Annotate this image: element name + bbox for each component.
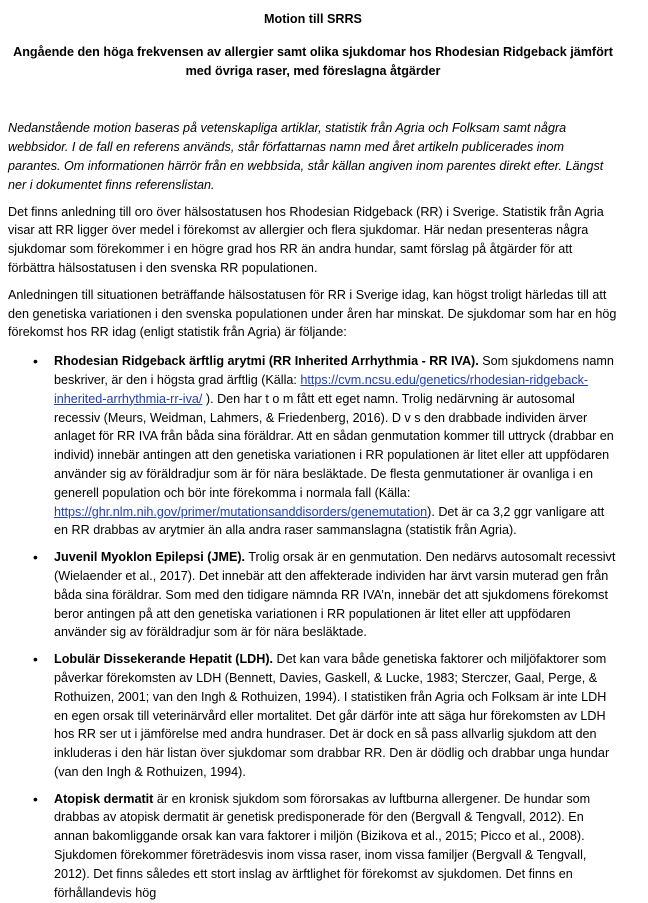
source-link-ghr[interactable]: https://ghr.nlm.nih.gov/primer/mutationsanddisorders/genemutation xyxy=(54,504,428,519)
item-heading: Atopisk dermatit xyxy=(54,791,154,806)
item-text: Det kan vara både genetiska faktorer och miljöfaktorer som påverkar förekomsten av LDH (Bennett, Davies, Gaskell, & Lucke, 1983; Sterczer, Gaal, Perge, & Rothuizen, 2001; van den Ingh & Rothuizen, 1994). I statistiken från Agria och Folksam är inte LDH en egen orsak till veterinärvård eller mortalitet. Det går därför inte att säga hur förekomsten av LDH hos RR ser ut i jämförelse med andra hundraser. Det är dock en så pass allvarlig sjukdom att den inkluderas i den här listan över sjukdomar som drabbar RR. Den är dödlig och drabbar unga hundar (van den Ingh & Rothuizen, 1994). xyxy=(54,652,610,779)
body-paragraph-2: Anledningen till situationen beträffande hälsostatusen för RR i Sverige idag, kan högst troligt härledas till att den genetiska variationen i den svenska populationen under åren har minskat. De sjukdomar som har en hög förekomst hos RR idag (enligt statistik från Agria) är följande: xyxy=(8,287,617,340)
item-heading: Rhodesian Ridgeback ärftlig arytmi (RR Inherited Arrhythmia - RR IVA). xyxy=(54,354,479,369)
document-title: Motion till SRRS xyxy=(264,12,362,26)
source-link-cvm[interactable]: https://cvm.ncsu.edu/genetics/rhodesian-ridgeback-inherited-arrhythmia-rr-iva/ xyxy=(54,372,589,406)
body-paragraph-1: Det finns anledning till oro över hälsostatusen hos Rhodesian Ridgeback (RR) i Sverige. Statistik från Agria visar att RR ligger över medel i förekomst av allergier och flera sjukdomar. Här nedan presenteras några sjukdomar som förekommer i en högre grad hos RR än andra hundar, samt förslag på åtgärder för att förbättra hälsostatusen i den svenska RR populationen. xyxy=(8,204,604,275)
item-heading: Juvenil Myoklon Epilepsi (JME). xyxy=(54,550,246,565)
bullet-icon: • xyxy=(33,353,38,370)
item-text: ). Den har t o m fått ett eget namn. Trolig nedärvning är autosomal recessiv (Meurs, Weidman, Lahmers, & Friedenberg, 2016). D v s den drabbade individen ärver anlaget för RR IVA från båda sina föräldrar. Att en sådan genmutation kommer till uttryck (drabbar en individ) innebär antingen att den genetiska variationen i RR populationen är litet eller att uppfödaren använder sig av föräldradjur som är för nära besläktade. De flesta genmutationer är ovanliga i en generell population och bör inte förekomma i normala fall (Källa: xyxy=(54,391,614,500)
list-item-atopic-dermatitis xyxy=(33,790,618,903)
bullet-icon: • xyxy=(33,549,38,566)
list-item-ldh xyxy=(33,650,618,782)
bullet-icon: • xyxy=(33,790,38,807)
item-text: ). Det är ca 3,2 ggr vanligare att en RR drabbas av arytmier än alla andra raser sammanslagna (statistik från Agria). xyxy=(54,504,605,538)
intro-paragraph: Nedanstående motion baseras på vetenskapliga artiklar, statistik från Agria och Folksam samt några webbsidor. I de fall en referens används, står författarnas namn med året artikeln publicerades inom parantes. Om informationen härrör från en webbsida, står källan angiven inom parentes direkt efter. Längst ner i dokumentet finns referenslistan. xyxy=(8,121,604,192)
item-text: är en kronisk sjukdom som förorsakas av luftburna allergener. De hundar som drabbas av atopisk dermatit är genetisk predisponerade för den (Bergvall & Tengvall, 2012). En annan bakomliggande orsak kan vara faktorer i miljön (Bizikova et al., 2015; Picco et al., 2008). Sjukdomen förekommer företrädesvis inom vissa raser, inom vissa familjer (Bergvall & Tengvall, 2012). Det finns således ett stort inslag av ärftlighet för förekomst av sjukdomen. Det finns en förhållandevis hög xyxy=(54,791,591,900)
item-text: Som sjukdomens namn beskriver, är den i högsta grad ärftlig (Källa: xyxy=(54,354,614,387)
disease-list xyxy=(8,352,618,902)
list-item-rr-iva xyxy=(33,352,618,540)
item-heading: Lobulär Dissekerande Hepatit (LDH). xyxy=(54,652,274,667)
item-text: Trolig orsak är en genmutation. Den nedärvs autosomalt recessivt (Wielaender et al., 2017). Det innebär att den affekterade individen har ärvt varsin muterad gen från båda sina föräldrar. Som med den tidigare nämnda RR IVA’n, innebär det att sjukdomens förekomst beror antingen på att den genetiska variationen i RR populationen är litet eller att uppfödaren använder sig av föräldradjur som är för nära besläktade. xyxy=(54,550,616,640)
bullet-icon: • xyxy=(33,651,38,668)
document-subtitle: Angående den höga frekvensen av allergier samt olika sjukdomar hos Rhodesian Ridgeback jämfört med övriga raser, med föreslagna åtgärder xyxy=(13,44,613,78)
list-item-jme xyxy=(33,548,618,642)
